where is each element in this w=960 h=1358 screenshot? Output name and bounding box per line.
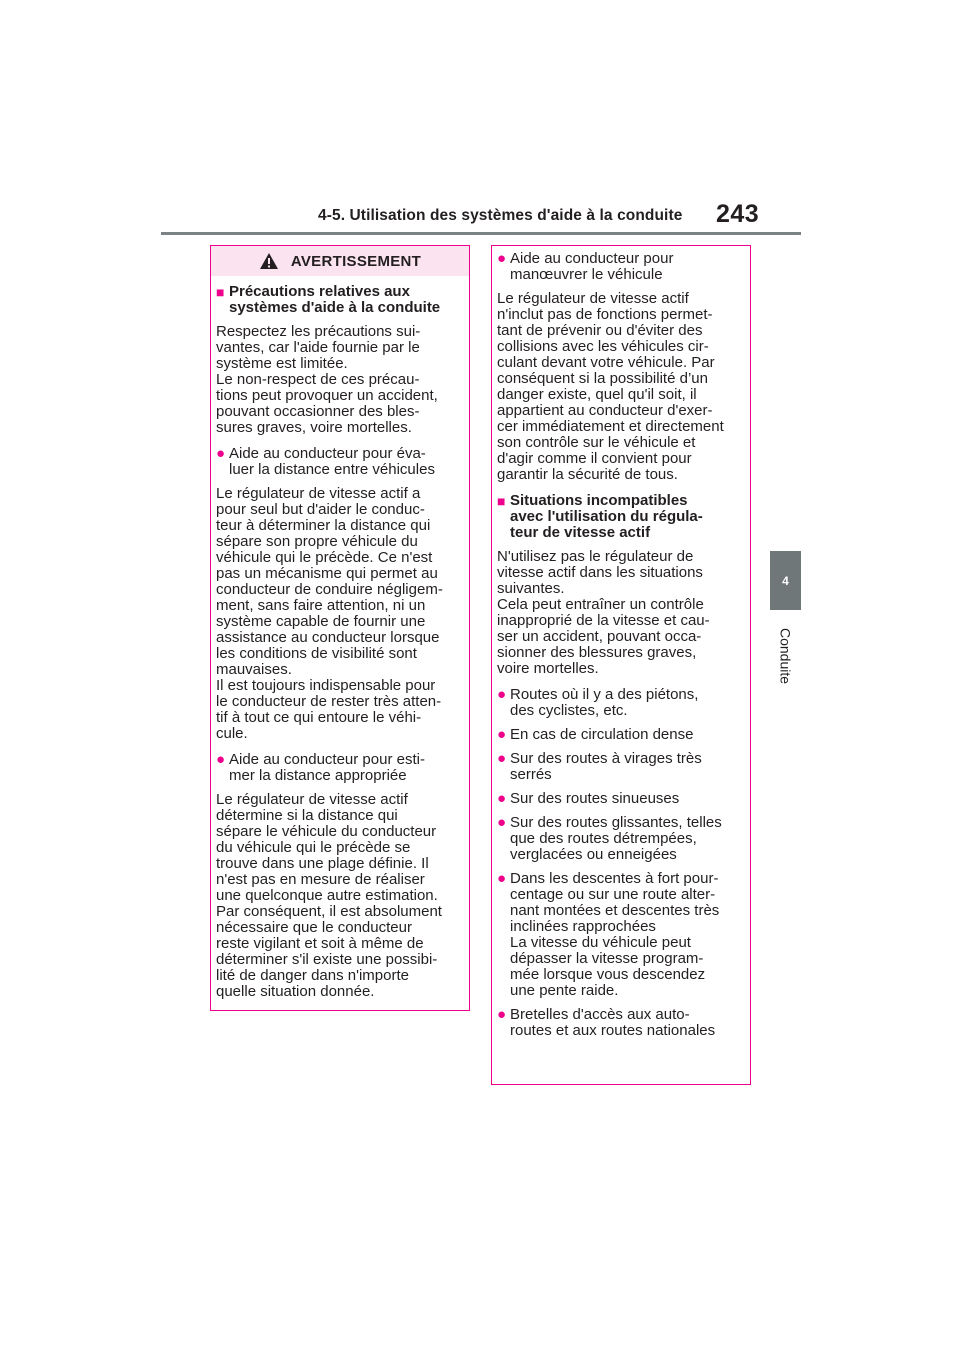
bullet-paragraph: Le régulateur de vitesse actif a pour seul but d'aider le conduc- teur à déterminer la distance qui sépare son propre véhicule du véhicule qui le précède. Ce n'est pas un mécanisme qui permet au conducteur de conduire négligem- ment, sans faire attention, ni un système capable de fournir une assistance au conducteur lorsque les conditions de visibilité sont mauvaises. Il est toujours indispensable pour le conducteur de rester très atten- tif à tout ce qui entoure le véhi- cule. xyxy=(216,485,443,742)
warning-box xyxy=(210,245,470,1011)
list-item: ● Aide au conducteur pour éva- luer la distance entre véhicules xyxy=(216,445,435,478)
bullet-icon: ● xyxy=(497,870,507,887)
bullet-icon: ● xyxy=(216,751,226,768)
precautions-heading-text: Précautions relatives aux systèmes d'aide à la conduite xyxy=(229,283,441,316)
bullet-icon: ● xyxy=(216,445,226,462)
list-item: ● Aide au conducteur pour esti- mer la distance appropriée xyxy=(216,751,425,784)
bullet-icon: ● xyxy=(497,686,507,703)
bullet-icon: ● xyxy=(497,250,507,267)
section-title: 4-5. Utilisation des systèmes d'aide à la conduite xyxy=(318,207,683,224)
warning-title: AVERTISSEMENT xyxy=(290,252,422,270)
header-rule xyxy=(161,232,801,235)
situations-heading xyxy=(497,493,746,541)
warning-triangle-icon xyxy=(259,252,279,270)
bullet-paragraph: Le régulateur de vitesse actif n'inclut pas de fonctions permet- tant de prévenir ou d'éviter des collisions avec les véhicules cir- culant devant votre véhicule. Par conséquent si la possibilité d’un danger existe, quel qu'il soit, il appartient au conducteur d'exer- cer immédiatement et directement son contrôle sur le véhicule et d'agir comme il convient pour garantir la sécurité de tous. xyxy=(497,290,724,483)
situations-heading-text: Situations incompatibles avec l'utilisation du régula- teur de vitesse actif xyxy=(510,492,703,541)
chapter-tab: 4 xyxy=(770,551,801,610)
square-bullet-icon: ■ xyxy=(497,493,506,509)
precautions-heading xyxy=(216,284,465,316)
bullet-icon: ● xyxy=(497,814,507,831)
list-item: ● Sur des routes à virages très serrés xyxy=(497,750,702,783)
chapter-label: Conduite xyxy=(777,627,794,685)
situations-intro: N'utilisez pas le régulateur de vitesse actif dans les situations suivantes. Cela peut entraîner un contrôle inapproprié de la vitesse et cau- ser un accident, pouvant occa- sionner des blessures graves, voire mortelles. xyxy=(497,548,710,677)
precautions-intro: Respectez les précautions sui- vantes, car l'aide fournie par le système est limitée. Le non-respect de ces précau- tions peut provoquer un accident, pouvant occasionner des bles- sures graves, voire mortelles. xyxy=(216,323,438,436)
warning-header xyxy=(211,246,469,276)
chapter-label-wrap xyxy=(770,618,801,694)
bullet-icon: ● xyxy=(497,726,507,743)
bullet-icon: ● xyxy=(497,790,507,807)
bullet-icon: ● xyxy=(497,750,507,767)
list-item: ● En cas de circulation dense xyxy=(497,726,694,743)
list-item: ● Dans les descentes à fort pour- centage ou sur une route alter- nant montées et descentes très inclinées rapprochées La vitesse du véhicule peut dépasser la vitesse program- mée lorsque vous descendez une pente raide. xyxy=(497,870,720,999)
list-item: ● Aide au conducteur pour manœuvrer le véhicule xyxy=(497,250,674,283)
square-bullet-icon: ■ xyxy=(216,284,225,300)
list-item: ● Sur des routes glissantes, telles que des routes détrempées, verglacées ou enneigées xyxy=(497,814,722,863)
list-item: ● Bretelles d'accès aux auto- routes et aux routes nationales xyxy=(497,1006,716,1039)
warning-box-continued xyxy=(491,245,751,1085)
bullet-icon: ● xyxy=(497,1006,507,1023)
bullet-paragraph: Le régulateur de vitesse actif détermine si la distance qui sépare le véhicule du conducteur du véhicule qui le précède se trouve dans une plage définie. Il n'est pas en mesure de réaliser une quelconque autre estimation. Par conséquent, il est absolument nécessaire que le conducteur reste vigilant et soit à même de déterminer s'il existe une possibi- lité de danger dans n'importe quelle situation donnée. xyxy=(216,791,442,1000)
list-item: ● Sur des routes sinueuses xyxy=(497,790,680,807)
page-number: 243 xyxy=(716,200,760,228)
list-item: ● Routes où il y a des piétons, des cyclistes, etc. xyxy=(497,686,699,719)
